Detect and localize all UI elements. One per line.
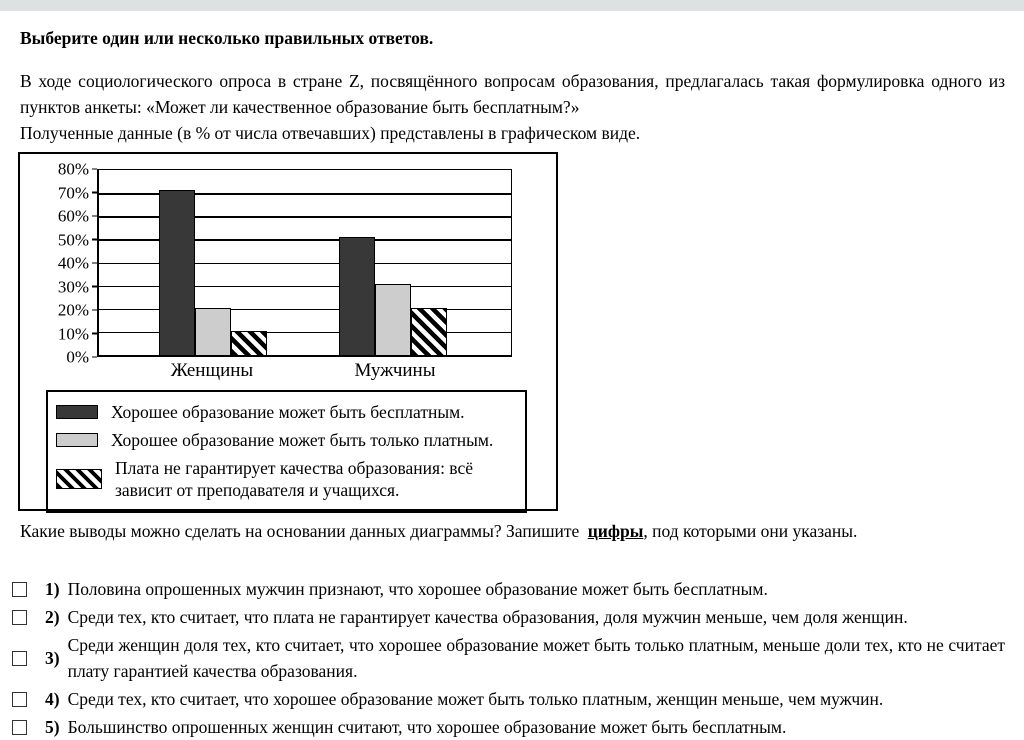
bar-men-dark	[339, 237, 375, 355]
top-strip	[0, 0, 1024, 11]
chart-legend	[46, 390, 527, 513]
option-checkbox-3[interactable]	[12, 651, 27, 666]
answer-option-row	[12, 686, 1005, 712]
bar-women-hatched	[231, 331, 267, 355]
legend-swatch-dark-icon	[56, 405, 98, 419]
option-checkbox-2[interactable]	[12, 610, 27, 625]
question-suffix: , под которыми они указаны.	[643, 521, 858, 541]
answer-option-row	[12, 576, 1005, 602]
legend-item	[56, 401, 517, 423]
chart-frame	[18, 152, 558, 511]
option-number: 1)	[45, 579, 60, 599]
quiz-page	[0, 11, 1024, 740]
legend-swatch-hatched-icon	[56, 469, 102, 489]
question-prefix: Какие выводы можно сделать на основании данных диаграммы? Запишите	[20, 521, 584, 541]
answer-option-row	[12, 632, 1005, 684]
y-tick-label: 60%	[58, 208, 97, 225]
intro-paragraph: В ходе социологического опроса в стране Z, посвящённого вопросам образования, предлагалась такая формулировка одного из пунктов анкеты: «Может ли качественное образование быть бесплатным?»	[20, 71, 1005, 117]
option-number: 4)	[45, 689, 60, 709]
x-axis-labels	[97, 357, 512, 385]
option-text: Среди тех, кто считает, что плата не гарантирует качества образования, доля мужчин меньше, чем доля женщин.	[67, 607, 908, 627]
option-text: Большинство опрошенных женщин считают, что хорошее образование может быть бесплатным.	[67, 717, 787, 737]
y-axis-labels	[20, 159, 97, 367]
y-tick-label: 70%	[58, 184, 97, 201]
legend-item	[56, 429, 517, 451]
bar-women-light	[195, 308, 231, 355]
answer-options	[12, 576, 1005, 740]
category-label-women: Женщины	[170, 360, 254, 381]
y-tick-label: 30%	[58, 278, 97, 295]
y-tick-label: 20%	[58, 302, 97, 319]
y-tick-label: 80%	[58, 161, 97, 178]
intro-data-line: Полученные данные (в % от числа отвечавших) представлены в графическом виде.	[20, 123, 641, 143]
option-number: 3)	[45, 648, 60, 668]
option-text: Среди женщин доля тех, кто считает, что хорошее образование может быть только платным, меньше доли тех, кто не считает плату гарантией качества образования.	[67, 635, 1005, 681]
plot-area	[97, 169, 512, 357]
question-emphasis: цифры	[587, 521, 644, 541]
y-tick-label: 50%	[58, 231, 97, 248]
bar-group-women	[159, 190, 267, 355]
bar-women-dark	[159, 190, 195, 355]
y-tick-label: 40%	[58, 255, 97, 272]
bar-men-light	[375, 284, 411, 355]
category-label-men: Мужчины	[354, 360, 436, 381]
option-checkbox-4[interactable]	[12, 692, 27, 707]
plot-wrap	[20, 159, 556, 367]
bar-group-men	[339, 237, 447, 355]
option-checkbox-5[interactable]	[12, 720, 27, 735]
legend-label: Хорошее образование может быть бесплатным.	[111, 402, 465, 422]
legend-label: Хорошее образование может быть только платным.	[111, 430, 494, 450]
y-tick-label: 10%	[58, 325, 97, 342]
y-tick-label: 0%	[66, 349, 97, 366]
option-text: Половина опрошенных мужчин признают, что хорошее образование может быть бесплатным.	[67, 579, 768, 599]
legend-item	[56, 457, 517, 501]
option-checkbox-1[interactable]	[12, 582, 27, 597]
legend-swatch-light-icon	[56, 433, 98, 447]
option-text: Среди тех, кто считает, что хорошее образование может быть только платным, женщин меньше, чем мужчин.	[67, 689, 884, 709]
answer-option-row	[12, 714, 1005, 740]
page-title: Выберите один или несколько правильных ответов.	[20, 28, 434, 48]
bar-men-hatched	[411, 308, 447, 355]
question-line	[20, 518, 1005, 544]
option-number: 2)	[45, 607, 60, 627]
legend-label: Плата не гарантирует качества образования: всё зависит от преподавателя и учащихся.	[115, 458, 474, 500]
option-number: 5)	[45, 717, 60, 737]
answer-option-row	[12, 604, 1005, 630]
